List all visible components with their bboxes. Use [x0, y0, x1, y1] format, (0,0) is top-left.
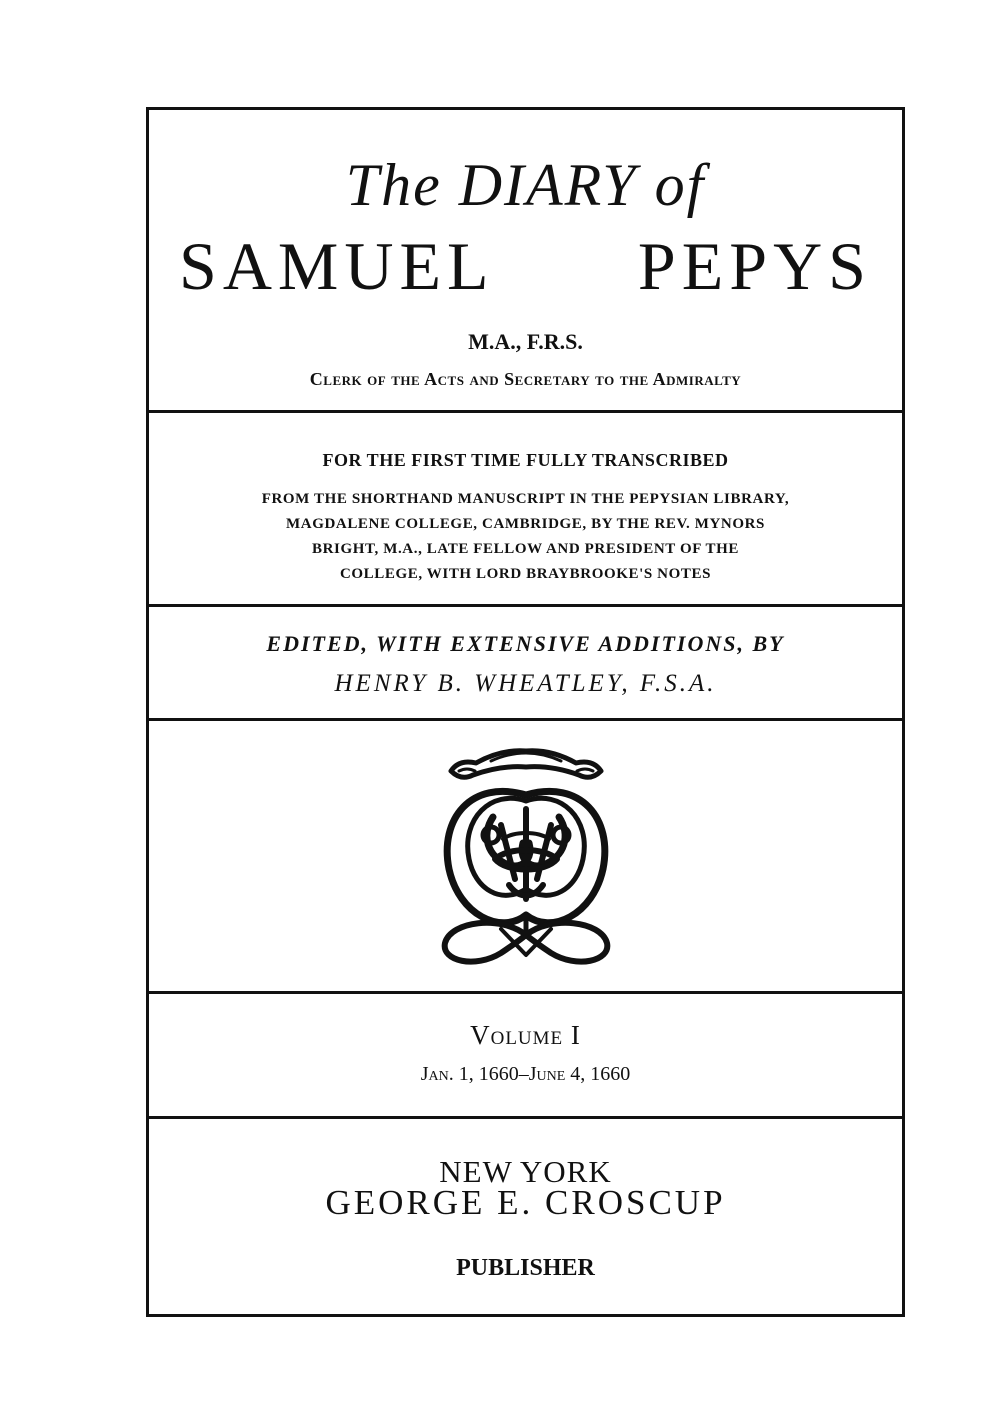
- volume-label: Volume I: [470, 1020, 581, 1050]
- editor-panel: [149, 607, 902, 718]
- publisher-role: PUBLISHER: [456, 1255, 595, 1281]
- title-panel: [149, 110, 902, 410]
- author-degrees: M.A., F.R.S.: [468, 329, 583, 354]
- pepys-monogram-emblem-icon: [431, 739, 621, 979]
- title-page-frame: [146, 107, 905, 1317]
- transcription-line: FROM THE SHORTHAND MANUSCRIPT IN THE PEPYSIAN LIBRARY,: [261, 491, 790, 507]
- transcription-line: MAGDALENE COLLEGE, CAMBRIDGE, BY THE REV. MYNORS: [286, 516, 765, 532]
- transcription-text: [149, 487, 902, 587]
- transcription-line: BRIGHT, M.A., LATE FELLOW AND PRESIDENT OF THE: [312, 541, 739, 557]
- transcription-heading: FOR THE FIRST TIME FULLY TRANSCRIBED: [322, 450, 729, 470]
- transcription-panel: [149, 413, 902, 604]
- author-first-name: SAMUEL: [179, 228, 495, 304]
- transcription-line: COLLEGE, WITH LORD BRAYBROOKE'S NOTES: [339, 566, 712, 582]
- volume-panel: [149, 994, 902, 1116]
- emblem-panel: [149, 721, 902, 991]
- publisher-panel: [149, 1119, 902, 1314]
- author-name: [179, 226, 872, 306]
- publisher-name: GEORGE E. CROSCUP: [325, 1183, 726, 1222]
- editor-credit: EDITED, WITH EXTENSIVE ADDITIONS, BY: [266, 631, 785, 656]
- editor-name: HENRY B. WHEATLEY, F.S.A.: [334, 670, 717, 697]
- volume-dates: Jan. 1, 1660–June 4, 1660: [420, 1063, 631, 1085]
- book-title-line: The DIARY of: [345, 152, 706, 218]
- author-last-name: PEPYS: [637, 228, 872, 304]
- publisher-city: NEW YORK: [439, 1154, 612, 1189]
- author-office: Clerk of the Acts and Secretary to the Admiralty: [309, 369, 742, 389]
